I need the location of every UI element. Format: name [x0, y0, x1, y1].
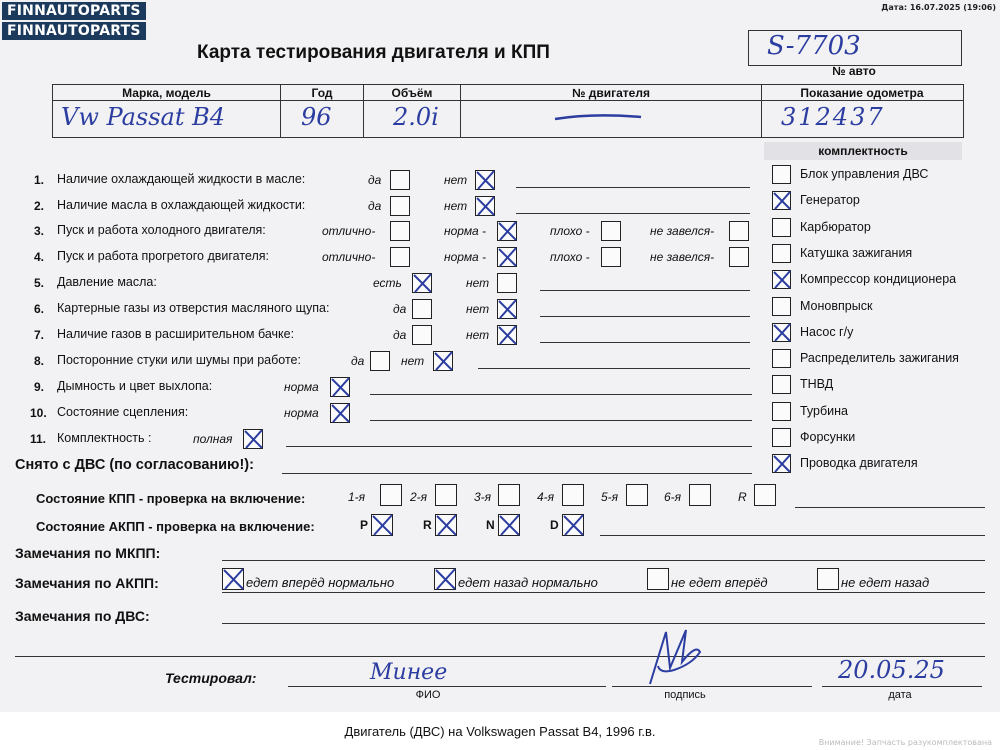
answer-line [516, 213, 750, 214]
checkbox[interactable] [772, 428, 791, 447]
checkbox[interactable] [772, 349, 791, 368]
option-label: нет [444, 199, 468, 213]
auto-line [600, 535, 985, 536]
check-label: Дымность и цвет выхлопа: [57, 379, 213, 393]
signature-scribble [630, 624, 710, 688]
check-mark-icon [221, 566, 247, 592]
option-label: да [351, 354, 365, 368]
auto-gearbox-label: Состояние АКПП - проверка на включение: [36, 519, 315, 534]
check-mark-icon [474, 168, 498, 192]
check-mark-icon [497, 512, 523, 538]
checkbox[interactable] [772, 297, 791, 316]
manual-gearbox-label: Состояние КПП - проверка на включение: [36, 491, 306, 506]
kit-item-label: Компрессор кондиционера [800, 272, 957, 286]
column-header: Год [311, 86, 333, 100]
checkbox[interactable] [475, 196, 495, 216]
checkbox[interactable] [243, 429, 263, 449]
kit-item-label: Катушка зажигания [800, 246, 913, 260]
option-label: нет [444, 173, 468, 187]
check-number: 7. [34, 328, 45, 342]
check-label: Пуск и работа холодного двигателя: [57, 223, 266, 237]
auto-number-label: № авто [832, 64, 876, 78]
kit-item-label: Распределитель зажигания [800, 351, 959, 365]
akpp-option-label: не едет назад [841, 575, 930, 590]
answer-line [478, 368, 750, 369]
check-number: 2. [34, 199, 45, 213]
checkbox[interactable] [498, 484, 520, 506]
photo-caption: Двигатель (ДВС) на Volkswagen Passat B4, 1996 г.в. [344, 724, 656, 739]
checkbox[interactable] [601, 247, 621, 267]
answer-line [370, 394, 752, 395]
checkbox[interactable] [412, 325, 432, 345]
check-mark-icon [242, 427, 266, 451]
removed-line [282, 473, 752, 474]
checkbox[interactable] [412, 273, 432, 293]
check-mark-icon [434, 512, 460, 538]
kit-item-label: ТНВД [800, 377, 834, 391]
year-value: 96 [301, 103, 332, 131]
volume-value: 2.0i [393, 103, 439, 131]
checkbox[interactable] [754, 484, 776, 506]
option-label: да [368, 173, 382, 187]
checkbox[interactable] [562, 514, 584, 536]
check-number: 10. [30, 406, 47, 420]
dash-stroke [553, 113, 643, 123]
check-mark-icon [771, 452, 794, 475]
checkbox[interactable] [330, 403, 350, 423]
checkbox[interactable] [729, 247, 749, 267]
check-label: Пуск и работа прогретого двигателя: [57, 249, 269, 263]
checkbox[interactable] [412, 299, 432, 319]
checkbox[interactable] [772, 323, 791, 342]
option-label: норма - [444, 250, 487, 264]
option-label: отлично- [322, 224, 376, 238]
checkbox[interactable] [626, 484, 648, 506]
checkbox[interactable] [647, 568, 669, 590]
dvs-remarks-label: Замечания по ДВС: [15, 608, 150, 624]
kit-item-label: Моновпрыск [800, 299, 873, 313]
kit-item-label: Турбина [800, 404, 848, 418]
gear-label: P [360, 518, 369, 532]
check-mark-icon [496, 297, 520, 321]
answer-line [540, 290, 750, 291]
answer-line [540, 342, 750, 343]
kit-item-label: Проводка двигателя [800, 456, 918, 470]
mkpp-line [222, 560, 985, 561]
check-label: Комплектность : [57, 431, 152, 445]
checkbox[interactable] [222, 568, 244, 590]
check-number: 3. [34, 224, 45, 238]
option-label: да [368, 199, 382, 213]
date-value: 20.05.25 [838, 656, 945, 684]
gear-label: 4-я [537, 490, 555, 504]
checkbox[interactable] [390, 247, 410, 267]
check-mark-icon [411, 271, 435, 295]
option-label: полная [193, 432, 233, 446]
checkbox[interactable] [772, 270, 791, 289]
option-label: норма [284, 380, 319, 394]
date-caption: дата [888, 689, 912, 701]
checkbox[interactable] [390, 196, 410, 216]
checkbox[interactable] [390, 221, 410, 241]
name-caption: ФИО [415, 689, 441, 701]
check-number: 6. [34, 302, 45, 316]
kit-item-label: Блок управления ДВС [800, 167, 929, 181]
kit-item-label: Генератор [800, 193, 860, 207]
akpp-line [222, 592, 985, 593]
check-number: 5. [34, 276, 45, 290]
gear-label: 3-я [474, 490, 492, 504]
check-mark-icon [496, 245, 520, 269]
checkbox[interactable] [772, 375, 791, 394]
option-label: плохо - [550, 250, 590, 264]
checkbox[interactable] [497, 273, 517, 293]
checkbox[interactable] [475, 170, 495, 190]
logo: FINNAUTOPARTS [2, 22, 146, 40]
check-mark-icon [329, 401, 353, 425]
manual-line [795, 507, 985, 508]
check-mark-icon [496, 219, 520, 243]
option-label: нет [401, 354, 425, 368]
checkbox[interactable] [497, 325, 517, 345]
checkbox[interactable] [772, 402, 791, 421]
vehicle-table [52, 84, 964, 138]
mkpp-remarks-label: Замечания по МКПП: [15, 545, 161, 561]
gear-label: D [550, 518, 559, 532]
answer-line [516, 187, 750, 188]
checkbox[interactable] [390, 170, 410, 190]
kit-heading: комплектность [764, 142, 962, 160]
tester-name: Минее [370, 660, 448, 685]
checkbox[interactable] [689, 484, 711, 506]
gear-label: 6-я [664, 490, 682, 504]
checkbox[interactable] [497, 221, 517, 241]
sign-caption: подпись [664, 689, 706, 701]
check-mark-icon [433, 566, 459, 592]
option-label: норма [284, 406, 319, 420]
option-label: да [393, 302, 407, 316]
checkbox[interactable] [497, 299, 517, 319]
checkbox[interactable] [435, 514, 457, 536]
tested-label: Тестировал: [165, 670, 257, 686]
checkbox[interactable] [434, 568, 456, 590]
check-label: Наличие газов в расширительном бачке: [57, 327, 295, 341]
kit-item-label: Насос г/у [800, 325, 854, 339]
column-header: Показание одометра [800, 86, 924, 100]
gear-label: R [423, 518, 432, 532]
check-label: Картерные газы из отверстия масляного щупа: [57, 301, 330, 315]
checkbox[interactable] [371, 514, 393, 536]
checkbox[interactable] [601, 221, 621, 241]
check-mark-icon [474, 194, 498, 218]
check-label: Наличие охлаждающей жидкости в масле: [57, 172, 306, 186]
logo: FINNAUTOPARTS [2, 2, 146, 20]
akpp-option-label: едет назад нормально [458, 575, 598, 590]
removed-label: Снято с ДВС (по согласованию!): [15, 457, 254, 473]
check-number: 1. [34, 173, 45, 187]
checkbox[interactable] [370, 351, 390, 371]
checkbox[interactable] [380, 484, 402, 506]
name-line [288, 686, 606, 687]
option-label: отлично- [322, 250, 376, 264]
check-mark-icon [771, 268, 794, 291]
gear-label: N [486, 518, 495, 532]
checkbox[interactable] [433, 351, 453, 371]
option-label: да [393, 328, 407, 342]
check-mark-icon [329, 375, 353, 399]
date-stamp: Дата: 16.07.2025 (19:06) [881, 3, 996, 12]
check-number: 9. [34, 380, 45, 394]
check-number: 11. [30, 432, 47, 446]
check-mark-icon [496, 323, 520, 347]
akpp-option-label: не едет вперёд [671, 575, 768, 590]
column-header: Объём [391, 86, 433, 100]
checkbox[interactable] [498, 514, 520, 536]
checkbox[interactable] [330, 377, 350, 397]
option-label: нет [466, 276, 490, 290]
checkbox[interactable] [562, 484, 584, 506]
check-number: 8. [34, 354, 45, 368]
gear-label: 5-я [601, 490, 619, 504]
sign-line [612, 686, 812, 687]
gear-label: 1-я [348, 490, 366, 504]
auto-number-box [748, 30, 962, 66]
checkbox[interactable] [772, 165, 791, 184]
check-label: Наличие масла в охлаждающей жидкости: [57, 198, 306, 212]
odometer-value: 312437 [781, 103, 885, 131]
answer-line [540, 316, 750, 317]
option-label: норма - [444, 224, 487, 238]
page-title: Карта тестирования двигателя и КПП [197, 42, 550, 63]
option-label: нет [466, 302, 490, 316]
answer-line [286, 446, 752, 447]
watermark: Внимание! Запчасть разукомплектована [818, 738, 992, 747]
option-label: есть [373, 276, 402, 290]
checkbox[interactable] [817, 568, 839, 590]
akpp-option-label: едет вперёд нормально [246, 575, 395, 590]
check-label: Давление масла: [57, 275, 157, 289]
column-header: Марка, модель [122, 86, 211, 100]
kit-item-label: Форсунки [800, 430, 856, 444]
checkbox[interactable] [772, 454, 791, 473]
option-label: нет [466, 328, 490, 342]
option-label: плохо - [550, 224, 590, 238]
checkbox[interactable] [772, 218, 791, 237]
check-number: 4. [34, 250, 45, 264]
checkbox[interactable] [435, 484, 457, 506]
option-label: не завелся- [650, 224, 715, 238]
akpp-remarks-label: Замечания по АКПП: [15, 575, 159, 591]
option-label: не завелся- [650, 250, 715, 264]
checkbox[interactable] [497, 247, 517, 267]
check-mark-icon [771, 189, 794, 212]
column-header: № двигателя [572, 86, 650, 100]
check-label: Состояние сцепления: [57, 405, 189, 419]
auto-number-value: S-7703 [767, 31, 861, 61]
checkbox[interactable] [772, 244, 791, 263]
check-mark-icon [771, 321, 794, 344]
answer-line [370, 420, 752, 421]
check-mark-icon [432, 349, 456, 373]
check-mark-icon [561, 512, 587, 538]
check-mark-icon [370, 512, 396, 538]
dvs-line [222, 623, 985, 624]
gear-label: R [738, 490, 747, 504]
checkbox[interactable] [729, 221, 749, 241]
checkbox[interactable] [772, 191, 791, 210]
model-value: Vw Passat B4 [61, 103, 226, 131]
kit-item-label: Карбюратор [800, 220, 871, 234]
gear-label: 2-я [410, 490, 428, 504]
check-label: Посторонние стуки или шумы при работе: [57, 353, 301, 367]
date-line [822, 686, 982, 687]
